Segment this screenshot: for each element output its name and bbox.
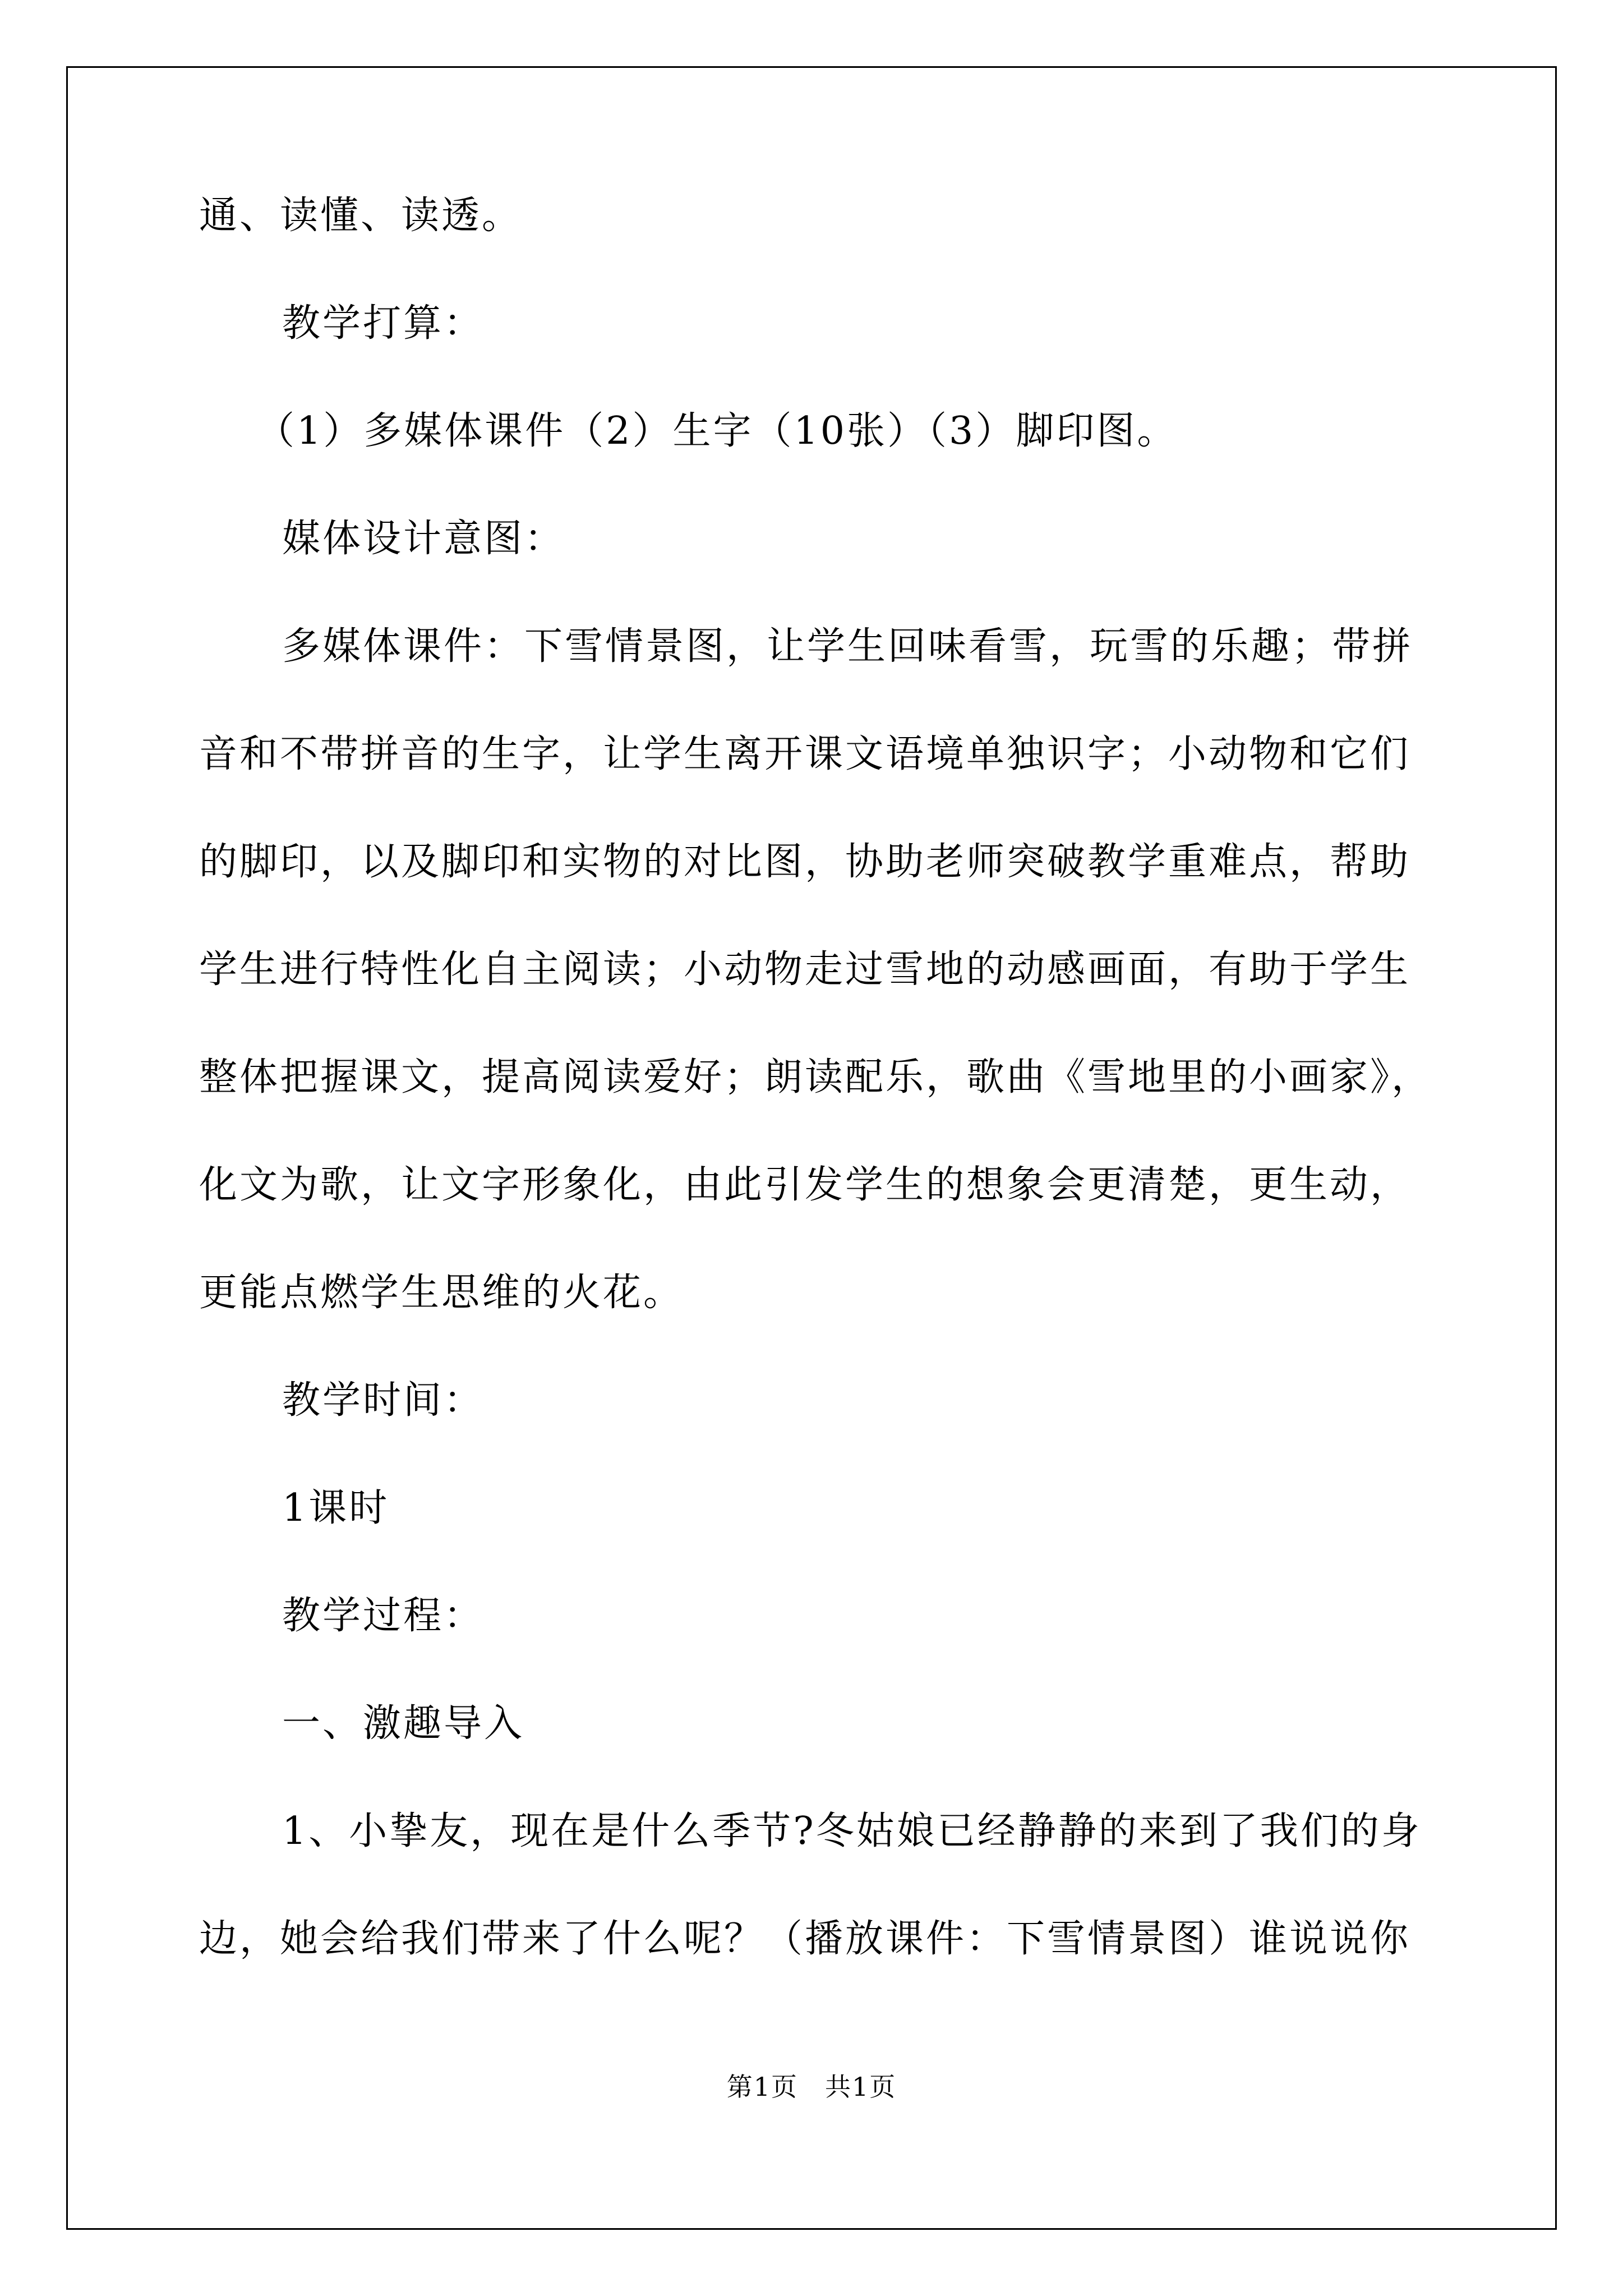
text-line: 多媒体课件：下雪情景图，让学生回味看雪，玩雪的乐趣；带拼 [282, 624, 1413, 669]
text-line: 的脚印，以及脚印和实物的对比图，协助老师突破教学重难点，帮助 [199, 840, 1411, 884]
text-line: 通、读懂、读透。 [199, 194, 523, 238]
text-line: 1、小挚友，现在是什么季节?冬姑娘已经静静的来到了我们的身 [282, 1809, 1422, 1853]
text-line: 整体把握课文，提高阅读爱好；朗读配乐，歌曲《雪地里的小画家》， [199, 1055, 1432, 1099]
page-border [66, 66, 1557, 2230]
heading-preparation: 教学打算： [282, 301, 485, 346]
section-heading: 一、激趣导入 [282, 1701, 525, 1746]
text-line: 边，她会给我们带来了什么呢？（播放课件：下雪情景图）谁说说你 [199, 1917, 1411, 1961]
text-line: 音和不带拼音的生字，让学生离开课文语境单独识字；小动物和它们 [199, 732, 1411, 776]
heading-media-design: 媒体设计意图： [282, 517, 565, 561]
page-footer: 第1页 共1页 [726, 2072, 897, 2102]
text-line: （1）多媒体课件（2）生字（10张）（3）脚印图。 [256, 409, 1178, 453]
text-line: 1课时 [282, 1486, 390, 1530]
text-line: 学生进行特性化自主阅读；小动物走过雪地的动感画面，有助于学生 [199, 947, 1411, 992]
heading-teaching-process: 教学过程： [282, 1594, 485, 1638]
text-line: 化文为歌，让文字形象化，由此引发学生的想象会更清楚，更生动， [199, 1163, 1411, 1207]
heading-teaching-time: 教学时间： [282, 1378, 485, 1423]
text-line: 更能点燃学生思维的火花。 [199, 1271, 684, 1315]
